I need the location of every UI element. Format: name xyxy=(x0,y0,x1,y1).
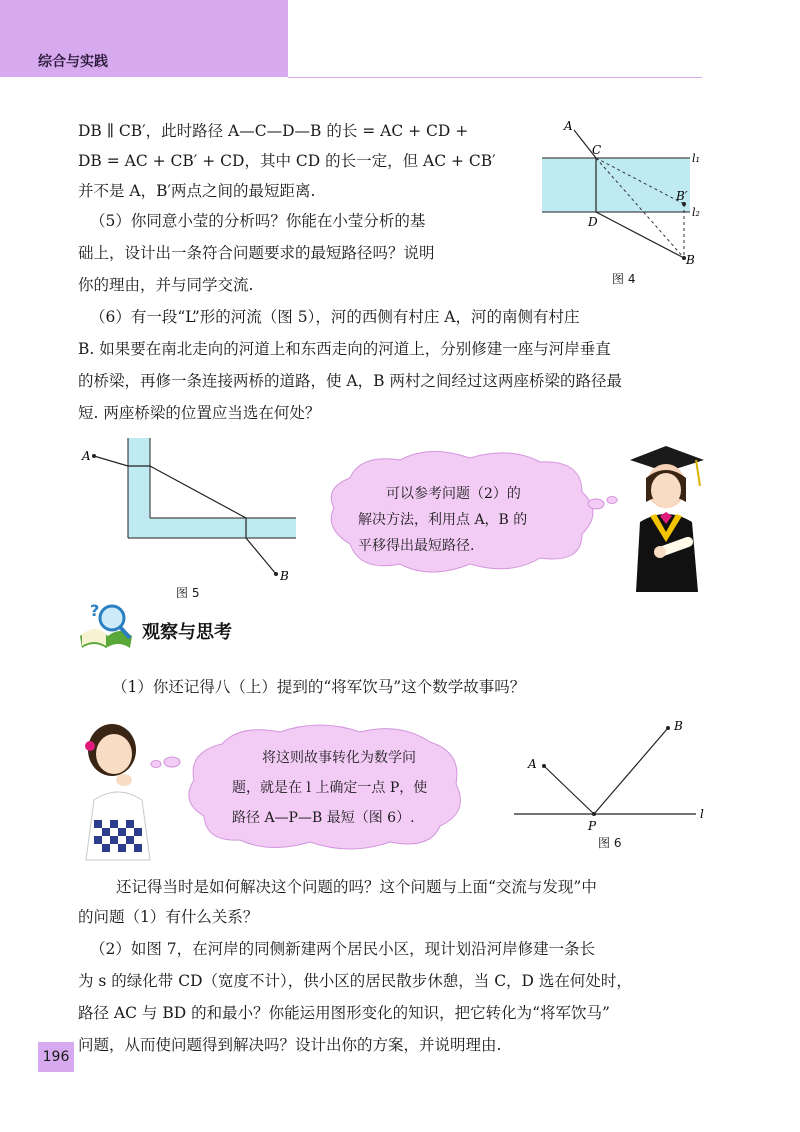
bubble-1-line: 平移得出最短路径. xyxy=(358,538,475,554)
text-line: DB ∥ CB′，此时路径 A—C—D—B 的长 = AC + CD + xyxy=(78,122,469,140)
bubble-1-line: 可以参考问题（2）的 xyxy=(386,486,521,502)
question-6-line: B. 如果要在南北走向的河道上和东西走向的河道上，分别修建一座与河岸垂直 xyxy=(78,340,611,358)
figure-5-caption: 图 5 xyxy=(176,586,200,600)
segment-DB xyxy=(596,212,684,258)
question-5-line: 础上，设计出一条符合问题要求的最短路径吗？说明 xyxy=(78,244,435,262)
text-line: DB = AC + CB′ + CD，其中 CD 的长一定，但 AC + CB′ xyxy=(78,152,496,170)
page-number: 196 xyxy=(38,1042,74,1072)
figure-4-caption: 图 4 xyxy=(612,272,636,286)
label-A: A xyxy=(564,119,573,133)
label-D: D xyxy=(588,215,598,229)
point-A xyxy=(542,764,546,768)
segment-AP xyxy=(544,766,594,814)
bubble-2-line: 题，就是在 l 上确定一点 P，使 xyxy=(232,780,428,796)
recall-line: 还记得当时是如何解决这个问题的吗？这个问题与上面“交流与发现”中 xyxy=(116,878,597,896)
label-B: B xyxy=(280,569,289,583)
bubble-1-line: 解决方法，利用点 A，B 的 xyxy=(358,512,528,528)
observe-question-2-line: （2）如图 7，在河岸的同侧新建两个居民小区，现计划沿河岸修建一条长 xyxy=(90,940,596,958)
svg-text:?: ? xyxy=(90,601,100,620)
label-P: P xyxy=(588,819,597,833)
section-title: 观察与思考 xyxy=(142,622,232,643)
L-river xyxy=(128,438,296,538)
observe-question-2-line: 路径 AC 与 BD 的和最小？你能运用图形变化的知识，把它转化为“将军饮马” xyxy=(78,1004,610,1022)
question-6-line: 短. 两座桥梁的位置应当选在何处？ xyxy=(78,404,321,422)
question-6-line: （6）有一段“L”形的河流（图 5），河的西侧有村庄 A，河的南侧有村庄 xyxy=(90,308,580,326)
recall-line: 的问题（1）有什么关系？ xyxy=(78,908,259,926)
path-bridges xyxy=(150,466,246,518)
label-l: l xyxy=(700,807,704,821)
figure-4 xyxy=(536,118,706,278)
section-header-label: 综合与实践 xyxy=(38,54,108,70)
question-6-line: 的桥梁，再修一条连接两桥的道路，使 A，B 两村之间经过这两座桥梁的路径最 xyxy=(78,372,622,390)
segment-PB xyxy=(594,728,668,814)
bubble-2-line: 路径 A—P—B 最短（图 6）. xyxy=(232,810,415,826)
label-l2: l₂ xyxy=(692,206,700,219)
path-A-bridge1 xyxy=(94,456,128,466)
point-P xyxy=(592,812,596,816)
observe-question-2-line: 为 s 的绿化带 CD（宽度不计），供小区的居民散步休憩，当 C，D 选在何处时， xyxy=(78,972,632,990)
question-5-line: （5）你同意小莹的分析吗？你能在小莹分析的基 xyxy=(90,212,426,230)
river-band xyxy=(542,158,690,212)
figure-6 xyxy=(512,716,712,836)
observe-question-1: （1）你还记得八（上）提到的“将军饮马”这个数学故事吗？ xyxy=(112,678,526,696)
magnifier-book-icon xyxy=(72,596,136,652)
label-A: A xyxy=(82,449,91,463)
bubble-2-line: 将这则故事转化为数学问 xyxy=(262,750,416,766)
figure-5 xyxy=(80,438,310,588)
point-A xyxy=(92,454,96,458)
observe-question-2-line: 问题，从而使问题得到解决吗？设计出你的方案，并说明理由. xyxy=(78,1036,502,1054)
graduate-girl-image xyxy=(620,442,710,592)
label-Bp: B′ xyxy=(676,189,688,203)
label-A: A xyxy=(528,757,537,771)
label-C: C xyxy=(592,143,602,157)
text-line: 并不是 A，B′两点之间的最短距离. xyxy=(78,182,316,200)
question-5-line: 你的理由，并与同学交流. xyxy=(78,276,254,294)
figure-6-caption: 图 6 xyxy=(598,836,622,850)
point-B xyxy=(274,572,278,576)
label-B: B xyxy=(686,253,695,267)
label-B: B xyxy=(674,719,683,733)
point-B xyxy=(666,726,670,730)
path-bridge2-B xyxy=(246,538,276,574)
header-rule xyxy=(288,77,702,78)
label-l1: l₁ xyxy=(692,152,700,165)
